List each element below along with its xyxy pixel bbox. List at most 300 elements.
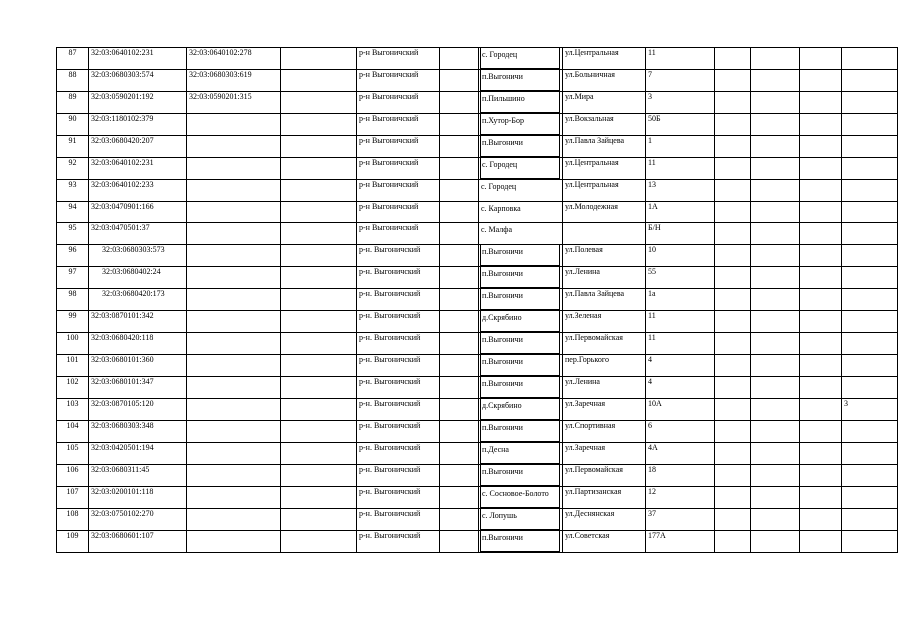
row-number-text: 101 [66, 354, 79, 364]
cadastral-number [89, 508, 187, 530]
district-cell-text: р-н. Выгоничский [359, 486, 421, 496]
settlement-cell-text: с. Карповка [481, 203, 521, 213]
cadastral-number-2 [187, 376, 281, 398]
cadastral-number-text: 32:03:0680420:173 [102, 288, 165, 298]
extra-value-cell [842, 70, 898, 92]
row-number [57, 114, 89, 136]
settlement-cell [479, 530, 563, 552]
settlement-cell-text: п.Выгоничи [480, 333, 560, 354]
cadastral-number-text: 32:03:1180102:379 [91, 114, 154, 123]
settlement-cell-text: п.Выгоничи [480, 421, 560, 442]
table-row [57, 332, 898, 354]
row-number [57, 158, 89, 180]
district-cell [357, 508, 440, 530]
settlement-cell [479, 288, 563, 310]
street-cell [563, 158, 646, 180]
extra-value-cell [842, 201, 898, 223]
district-cell [357, 464, 440, 486]
empty-cell [715, 158, 751, 180]
empty-cell [281, 420, 357, 442]
house-number-cell [646, 420, 715, 442]
cadastral-number-2 [187, 136, 281, 158]
street-cell [563, 266, 646, 288]
street-cell-text: ул.Заречная [565, 442, 606, 452]
cadastral-number [89, 136, 187, 158]
district-cell-text: р-н. Выгоничский [359, 354, 421, 364]
row-number [57, 266, 89, 288]
cadastral-number-text: 32:03:0200101:118 [91, 486, 154, 496]
extra-value-cell [842, 354, 898, 376]
settlement-cell-text: с. Городец [480, 158, 560, 179]
cadastral-number-2 [187, 508, 281, 530]
empty-cell [715, 398, 751, 420]
empty-cell [440, 354, 479, 376]
settlement-cell [479, 223, 563, 245]
house-number-cell-text: 7 [648, 70, 652, 79]
table-row [57, 464, 898, 486]
empty-cell [800, 310, 842, 332]
settlement-cell [479, 332, 563, 354]
house-number-cell-text: 13 [648, 180, 656, 189]
street-cell-text: ул.Центральная [565, 180, 619, 189]
house-number-cell [646, 136, 715, 158]
district-cell [357, 158, 440, 180]
empty-cell [281, 442, 357, 464]
cadastral-number-2 [187, 442, 281, 464]
house-number-cell [646, 508, 715, 530]
house-number-cell-text: 177А [648, 530, 666, 540]
extra-value-cell [842, 310, 898, 332]
empty-cell [751, 376, 800, 398]
house-number-cell-text: 1 [648, 136, 652, 145]
empty-cell [440, 201, 479, 223]
house-number-cell [646, 376, 715, 398]
settlement-cell [479, 508, 563, 530]
row-number [57, 48, 89, 70]
row-number [57, 244, 89, 266]
cadastral-number-2 [187, 288, 281, 310]
settlement-cell-text: п.Десна [480, 443, 560, 464]
empty-cell [440, 486, 479, 508]
empty-cell [715, 442, 751, 464]
cadastral-number-2-text: 32:03:0640102:278 [189, 48, 252, 57]
empty-cell [751, 508, 800, 530]
row-number-text: 93 [68, 180, 77, 189]
empty-cell [715, 354, 751, 376]
settlement-cell-text: с. Городец [480, 48, 560, 69]
house-number-cell [646, 48, 715, 70]
cadastral-number-2 [187, 354, 281, 376]
empty-cell [715, 223, 751, 245]
table-row [57, 244, 898, 266]
table-row [57, 398, 898, 420]
cadastral-number-text: 32:03:0640102:231 [91, 158, 154, 167]
empty-cell [800, 398, 842, 420]
empty-cell [751, 464, 800, 486]
street-cell [563, 442, 646, 464]
cadastral-number-text: 32:03:0590201:192 [91, 92, 154, 101]
empty-cell [800, 508, 842, 530]
row-number-text: 104 [66, 420, 79, 430]
house-number-cell-text: 10А [648, 398, 662, 408]
table-row [57, 92, 898, 114]
house-number-cell-text: 4А [648, 442, 658, 452]
row-number [57, 420, 89, 442]
property-register-table [56, 47, 898, 553]
cadastral-number-text: 32:03:0680303:573 [102, 244, 165, 254]
extra-value-cell [842, 114, 898, 136]
district-cell [357, 136, 440, 158]
district-cell [357, 398, 440, 420]
settlement-cell-text: п.Выгоничи [480, 245, 560, 266]
row-number [57, 288, 89, 310]
settlement-cell [479, 464, 563, 486]
street-cell [563, 48, 646, 70]
empty-cell [800, 376, 842, 398]
cadastral-number-2 [187, 70, 281, 92]
district-cell-text: р-н. Выгоничский [359, 398, 421, 408]
cadastral-number-text: 32:03:0680303:574 [91, 70, 154, 79]
cadastral-number-2 [187, 158, 281, 180]
extra-value-cell [842, 92, 898, 114]
table-row [57, 486, 898, 508]
cadastral-number-2 [187, 223, 281, 245]
table-row [57, 158, 898, 180]
street-cell-text: ул.Больничная [565, 70, 615, 79]
settlement-cell [479, 354, 563, 376]
cadastral-number [89, 244, 187, 266]
house-number-cell-text: 3 [648, 92, 652, 101]
street-cell-text: пер.Горького [565, 354, 609, 364]
cadastral-number-2 [187, 420, 281, 442]
extra-value-cell [842, 464, 898, 486]
cadastral-number [89, 223, 187, 245]
cadastral-number-text: 32:03:0750102:270 [91, 508, 154, 518]
cadastral-number [89, 398, 187, 420]
row-number-text: 105 [66, 442, 79, 452]
house-number-cell [646, 288, 715, 310]
empty-cell [440, 508, 479, 530]
row-number-text: 99 [68, 310, 77, 320]
street-cell [563, 310, 646, 332]
row-number [57, 508, 89, 530]
house-number-cell-text: 50Б [648, 114, 661, 123]
cadastral-number [89, 92, 187, 114]
row-number [57, 92, 89, 114]
street-cell [563, 508, 646, 530]
house-number-cell [646, 530, 715, 552]
house-number-cell [646, 180, 715, 202]
settlement-cell-text: п.Выгоничи [480, 267, 560, 288]
district-cell-text: р-н. Выгоничский [359, 442, 421, 452]
district-cell [357, 310, 440, 332]
empty-cell [440, 420, 479, 442]
cadastral-number-text: 32:03:0470501:37 [91, 223, 150, 233]
table-row [57, 420, 898, 442]
street-cell [563, 114, 646, 136]
empty-cell [800, 223, 842, 245]
empty-cell [751, 223, 800, 245]
empty-cell [281, 48, 357, 70]
house-number-cell [646, 158, 715, 180]
empty-cell [800, 180, 842, 202]
street-cell [563, 180, 646, 202]
district-cell-text: р-н Выгоничский [359, 114, 419, 123]
cadastral-number-2 [187, 486, 281, 508]
empty-cell [440, 92, 479, 114]
settlement-cell-text: д.Скрябино [480, 311, 560, 332]
cadastral-number-2 [187, 201, 281, 223]
empty-cell [440, 464, 479, 486]
empty-cell [715, 48, 751, 70]
cadastral-number-2 [187, 530, 281, 552]
settlement-cell [479, 376, 563, 398]
house-number-cell [646, 92, 715, 114]
district-cell [357, 201, 440, 223]
settlement-cell-text: с. Сосновое-Болото [480, 487, 560, 508]
district-cell [357, 180, 440, 202]
row-number-text: 94 [68, 201, 77, 211]
district-cell [357, 223, 440, 245]
empty-cell [751, 92, 800, 114]
empty-cell [751, 530, 800, 552]
row-number-text: 91 [68, 136, 77, 145]
extra-value-cell [842, 486, 898, 508]
settlement-cell-text: п.Выгоничи [480, 377, 560, 398]
row-number-text: 92 [68, 158, 77, 167]
street-cell-text: ул.Ленина [565, 266, 600, 276]
district-cell [357, 486, 440, 508]
house-number-cell [646, 332, 715, 354]
cadastral-number [89, 158, 187, 180]
settlement-cell-text: п.Выгоничи [480, 355, 560, 376]
street-cell-text: ул.Советская [565, 530, 610, 540]
house-number-cell-text: 11 [648, 158, 656, 167]
cadastral-number-text: 32:03:0470901:166 [91, 201, 154, 211]
cadastral-number [89, 201, 187, 223]
district-cell-text: р-н Выгоничский [359, 48, 419, 57]
cadastral-number-text: 32:03:0680420:207 [91, 136, 154, 145]
settlement-cell [479, 420, 563, 442]
house-number-cell [646, 398, 715, 420]
empty-cell [440, 223, 479, 245]
district-cell-text: р-н Выгоничский [359, 158, 419, 167]
house-number-cell-text: 6 [648, 420, 652, 430]
table-row [57, 442, 898, 464]
empty-cell [281, 70, 357, 92]
cadastral-number-text: 32:03:0680303:348 [91, 420, 154, 430]
empty-cell [281, 508, 357, 530]
street-cell-text: ул.Центральная [565, 48, 619, 57]
empty-cell [440, 180, 479, 202]
settlement-cell [479, 442, 563, 464]
extra-value-cell [842, 223, 898, 245]
settlement-cell-text: п.Хутор-Бор [480, 114, 560, 135]
empty-cell [751, 114, 800, 136]
house-number-cell-text: Б/Н [648, 223, 661, 233]
row-number [57, 376, 89, 398]
cadastral-number [89, 530, 187, 552]
district-cell-text: р-н Выгоничский [359, 136, 419, 145]
cadastral-number-text: 32:03:0870105:120 [91, 398, 154, 408]
empty-cell [751, 332, 800, 354]
empty-cell [440, 114, 479, 136]
settlement-cell-text: п.Выгоничи [480, 70, 560, 91]
district-cell-text: р-н Выгоничский [359, 223, 419, 233]
empty-cell [281, 310, 357, 332]
district-cell-text: р-н. Выгоничский [359, 376, 421, 386]
empty-cell [281, 376, 357, 398]
row-number-text: 109 [66, 530, 79, 540]
empty-cell [440, 310, 479, 332]
empty-cell [440, 398, 479, 420]
cadastral-number-text: 32:03:0420501:194 [91, 442, 154, 452]
empty-cell [800, 136, 842, 158]
street-cell-text: ул.Павла Зайцева [565, 136, 625, 145]
house-number-cell-text: 37 [648, 508, 656, 518]
settlement-cell-text: п.Выгоничи [480, 136, 560, 157]
empty-cell [715, 508, 751, 530]
cadastral-number-2 [187, 114, 281, 136]
row-number-text: 106 [66, 464, 79, 474]
table-row [57, 288, 898, 310]
district-cell [357, 266, 440, 288]
empty-cell [281, 136, 357, 158]
cadastral-number-text: 32:03:0640102:233 [91, 180, 154, 189]
empty-cell [751, 136, 800, 158]
cadastral-number [89, 354, 187, 376]
empty-cell [281, 266, 357, 288]
empty-cell [751, 288, 800, 310]
row-number-text: 95 [68, 223, 77, 233]
settlement-cell [479, 114, 563, 136]
street-cell-text: ул.Заречная [565, 398, 606, 408]
cadastral-number-2 [187, 92, 281, 114]
cadastral-number [89, 114, 187, 136]
empty-cell [440, 376, 479, 398]
house-number-cell [646, 114, 715, 136]
empty-cell [281, 180, 357, 202]
settlement-cell [479, 398, 563, 420]
empty-cell [751, 398, 800, 420]
settlement-cell [479, 486, 563, 508]
cadastral-number-text: 32:03:0680101:347 [91, 376, 154, 386]
extra-value-cell [842, 376, 898, 398]
extra-value-cell [842, 288, 898, 310]
empty-cell [715, 288, 751, 310]
row-number-text: 108 [66, 508, 79, 518]
house-number-cell [646, 223, 715, 245]
district-cell [357, 70, 440, 92]
settlement-cell [479, 180, 563, 202]
extra-value-cell [842, 48, 898, 70]
house-number-cell-text: 18 [648, 464, 656, 474]
empty-cell [800, 332, 842, 354]
empty-cell [715, 530, 751, 552]
district-cell-text: р-н. Выгоничский [359, 530, 421, 540]
cadastral-number-2 [187, 48, 281, 70]
district-cell-text: р-н. Выгоничский [359, 310, 421, 320]
house-number-cell [646, 244, 715, 266]
empty-cell [751, 486, 800, 508]
empty-cell [281, 398, 357, 420]
empty-cell [440, 530, 479, 552]
cadastral-number [89, 180, 187, 202]
district-cell-text: р-н Выгоничский [359, 180, 419, 189]
cadastral-number-text: 32:03:0870101:342 [91, 310, 154, 320]
empty-cell [751, 158, 800, 180]
cadastral-number [89, 376, 187, 398]
row-number [57, 223, 89, 245]
row-number [57, 310, 89, 332]
cadastral-number-2 [187, 266, 281, 288]
row-number [57, 530, 89, 552]
row-number-text: 88 [68, 70, 77, 79]
empty-cell [800, 530, 842, 552]
row-number-text: 87 [68, 48, 77, 57]
street-cell-text: ул.Ленина [565, 376, 600, 386]
empty-cell [281, 464, 357, 486]
empty-cell [281, 332, 357, 354]
empty-cell [800, 48, 842, 70]
house-number-cell-text: 11 [648, 48, 656, 57]
settlement-cell-text: п.Выгоничи [480, 531, 560, 552]
district-cell-text: р-н. Выгоничский [359, 332, 421, 342]
empty-cell [440, 266, 479, 288]
empty-cell [281, 530, 357, 552]
empty-cell [440, 70, 479, 92]
cadastral-number-text: 32:03:0680311:45 [91, 464, 150, 474]
extra-value-cell [842, 508, 898, 530]
street-cell-text: ул.Спортивная [565, 420, 616, 430]
house-number-cell [646, 464, 715, 486]
settlement-cell [479, 158, 563, 180]
house-number-cell [646, 354, 715, 376]
empty-cell [751, 244, 800, 266]
cadastral-number [89, 288, 187, 310]
empty-cell [281, 158, 357, 180]
house-number-cell [646, 486, 715, 508]
empty-cell [751, 201, 800, 223]
street-cell [563, 288, 646, 310]
empty-cell [751, 48, 800, 70]
street-cell-text: ул.Центральная [565, 158, 619, 167]
empty-cell [281, 486, 357, 508]
settlement-cell-text: п.Пильшино [480, 92, 560, 113]
empty-cell [715, 180, 751, 202]
street-cell-text: ул.Вокзальная [565, 114, 614, 123]
table-row [57, 114, 898, 136]
cadastral-number [89, 332, 187, 354]
cadastral-number [89, 420, 187, 442]
cadastral-number-2 [187, 244, 281, 266]
table-row [57, 508, 898, 530]
empty-cell [281, 354, 357, 376]
district-cell [357, 354, 440, 376]
cadastral-number-2 [187, 310, 281, 332]
street-cell [563, 332, 646, 354]
district-cell-text: р-н. Выгоничский [359, 288, 421, 298]
house-number-cell [646, 442, 715, 464]
row-number [57, 70, 89, 92]
extra-value-cell [842, 420, 898, 442]
extra-value-cell [842, 398, 898, 420]
row-number-text: 98 [68, 288, 77, 298]
street-cell [563, 92, 646, 114]
empty-cell [800, 158, 842, 180]
house-number-cell [646, 266, 715, 288]
house-number-cell [646, 201, 715, 223]
